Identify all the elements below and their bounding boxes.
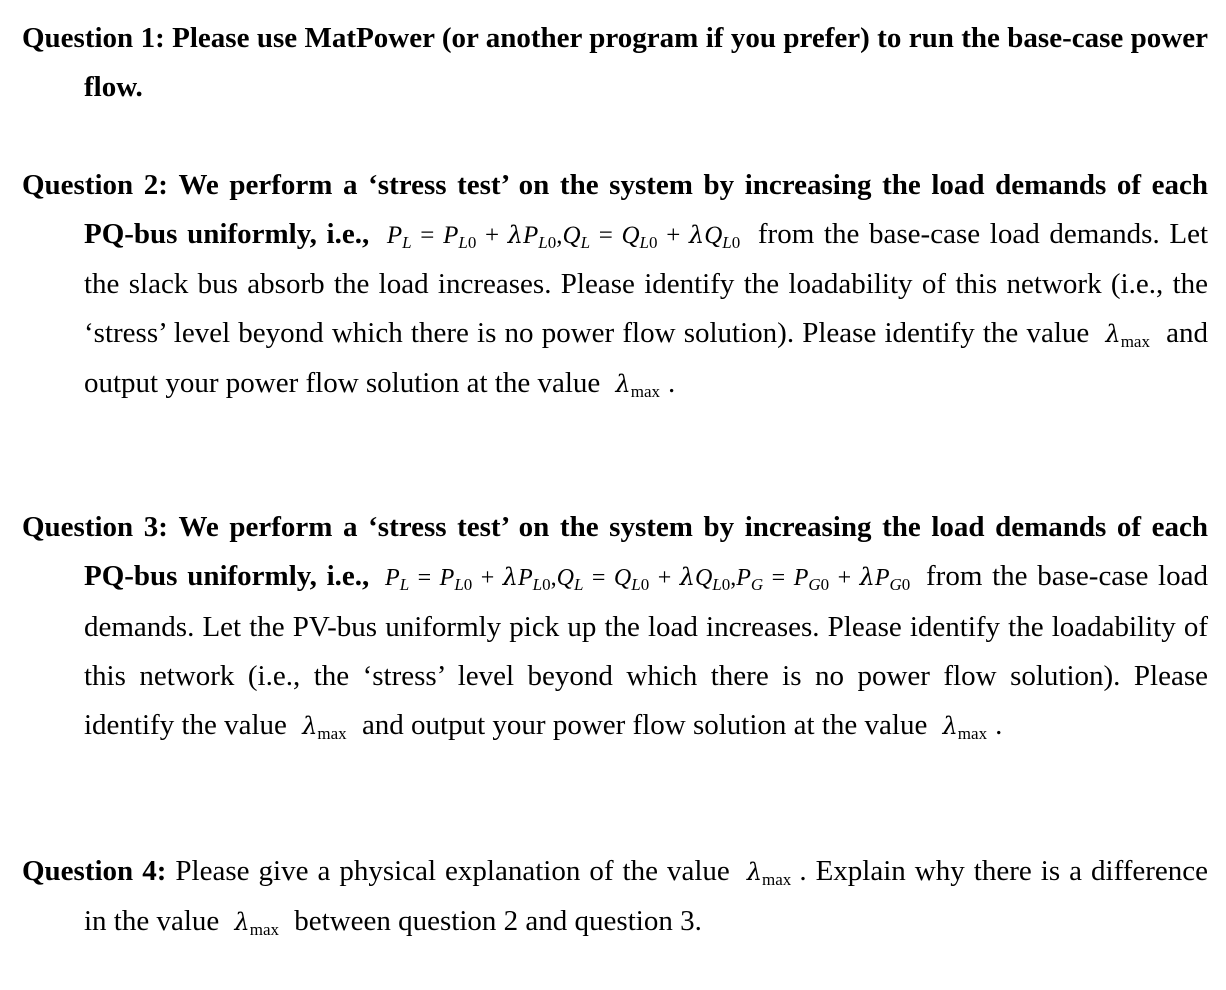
lambda-max-symbol: $\lambda_{max}$ <box>942 712 988 743</box>
load-generation-increase-formula: $P_L = P_{L0} + \lambda P_{L0},Q_L = Q_{L0} + \lambda Q_{L0},P_G = P_{G0} + \lambda P_{G0}$ <box>385 563 911 594</box>
question-2-text-mid: and output your power flow solution at the value <box>84 317 1209 399</box>
lambda-max-symbol: $\lambda_{max}$ <box>1105 320 1150 351</box>
question-1 <box>22 14 1208 112</box>
question-4-label: Question 4: <box>22 855 167 887</box>
question-2 <box>22 161 1208 409</box>
question-2-text: from the base-case load demands. Let the slack bus absorb the load increases. Please identify the loadability of this network (i.e., the ‘stress’ level beyond which there is no power flow solution). Please identify the value <box>84 218 1209 349</box>
question-2-bold-text: We perform a ‘stress test’ on the system by increasing the load demands of each PQ-bus uniformly, i.e., <box>84 169 1209 250</box>
lambda-max-symbol: $\lambda_{max}$ <box>234 908 280 939</box>
question-4-text-start: Please give a physical explanation of the value <box>175 855 730 887</box>
question-4-text-mid: . Explain why there is a difference in the value <box>84 855 1209 937</box>
lambda-max-symbol: $\lambda_{max}$ <box>746 858 792 889</box>
question-3 <box>22 503 1208 751</box>
question-3-text-end: . <box>995 709 1003 741</box>
question-3-bold-text: We perform a ‘stress test’ on the system by increasing the load demands of each PQ-bus uniformly, i.e., <box>84 511 1209 592</box>
question-2-text-end: . <box>668 367 676 399</box>
question-1-label: Question 1: <box>22 22 165 54</box>
question-2-label: Question 2: <box>22 169 168 201</box>
lambda-max-symbol: $\lambda_{max}$ <box>302 712 347 743</box>
lambda-max-symbol: $\lambda_{max}$ <box>615 370 661 401</box>
question-3-text-mid: and output your power flow solution at the value <box>361 709 928 741</box>
load-increase-formula: $P_L = P_{L0} + \lambda P_{L0},Q_L = Q_{L0} + \lambda Q_{L0}$ <box>386 221 741 252</box>
question-3-label: Question 3: <box>22 511 168 543</box>
question-3-text: from the base-case load demands. Let the PV-bus uniformly pick up the load increases. Please identify the loadability of this network (i.e., the ‘stress’ level beyond which there is no power flow solution). Please identify the value <box>84 560 1208 741</box>
question-4 <box>22 847 1208 947</box>
question-1-text: Please use MatPower (or another program if you prefer) to run the base-case power flow. <box>84 22 1208 103</box>
question-4-text-end: between question 2 and question 3. <box>294 905 702 937</box>
